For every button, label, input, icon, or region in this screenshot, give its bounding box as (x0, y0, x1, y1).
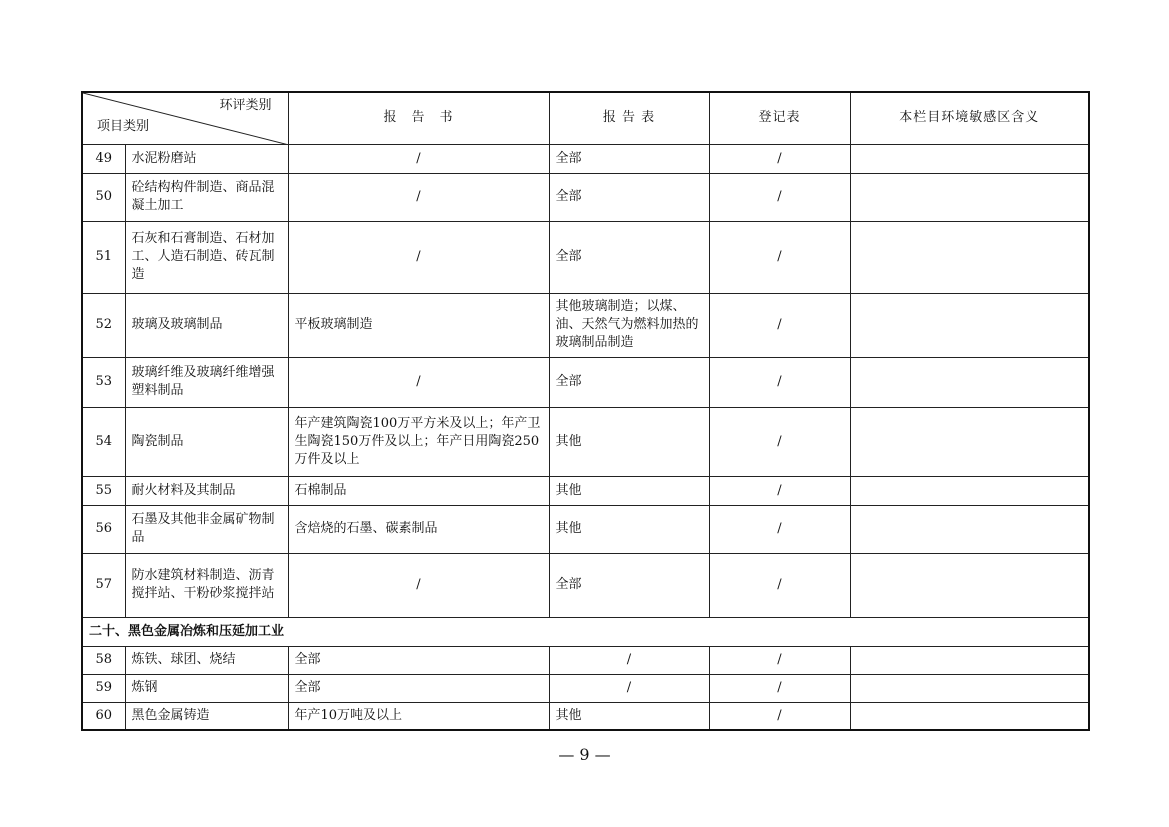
header-report-book: 报 告 书 (288, 92, 549, 144)
project-name: 耐火材料及其制品 (125, 476, 288, 505)
table-row (82, 144, 1089, 173)
report-book-cell: / (288, 357, 549, 407)
table-row (82, 476, 1089, 505)
registration-cell: / (709, 646, 850, 674)
table-row (82, 357, 1089, 407)
report-book-cell: 含焙烧的石墨、碳素制品 (288, 505, 549, 553)
sensitive-area-cell (850, 293, 1089, 357)
diagonal-header-cell (82, 92, 288, 144)
row-number: 52 (82, 293, 125, 357)
report-form-cell: 全部 (549, 357, 709, 407)
project-name: 砼结构构件制造、商品混凝土加工 (125, 173, 288, 221)
eia-classification-table (81, 91, 1090, 731)
report-book-cell: 石棉制品 (288, 476, 549, 505)
report-book-cell: / (288, 173, 549, 221)
sensitive-area-cell (850, 407, 1089, 476)
sensitive-area-cell (850, 702, 1089, 730)
row-number: 53 (82, 357, 125, 407)
table-row (82, 407, 1089, 476)
row-number: 57 (82, 553, 125, 617)
sensitive-area-cell (850, 221, 1089, 293)
registration-cell: / (709, 357, 850, 407)
project-name: 玻璃纤维及玻璃纤维增强塑料制品 (125, 357, 288, 407)
row-number: 58 (82, 646, 125, 674)
report-form-cell: 全部 (549, 173, 709, 221)
sensitive-area-cell (850, 553, 1089, 617)
project-name: 水泥粉磨站 (125, 144, 288, 173)
sensitive-area-cell (850, 357, 1089, 407)
sensitive-area-cell (850, 674, 1089, 702)
report-book-cell: / (288, 553, 549, 617)
project-name: 石墨及其他非金属矿物制品 (125, 505, 288, 553)
section-row (82, 617, 1089, 646)
project-name: 炼钢 (125, 674, 288, 702)
report-book-cell: / (288, 144, 549, 173)
row-number: 50 (82, 173, 125, 221)
registration-cell: / (709, 173, 850, 221)
project-name: 炼铁、球团、烧结 (125, 646, 288, 674)
row-number: 54 (82, 407, 125, 476)
report-form-cell: 其他 (549, 476, 709, 505)
registration-cell: / (709, 221, 850, 293)
table-row (82, 674, 1089, 702)
table-row (82, 505, 1089, 553)
report-book-cell: 平板玻璃制造 (288, 293, 549, 357)
table-row (82, 293, 1089, 357)
registration-cell: / (709, 144, 850, 173)
registration-cell: / (709, 407, 850, 476)
sensitive-area-cell (850, 505, 1089, 553)
report-form-cell: 全部 (549, 144, 709, 173)
report-book-cell: / (288, 221, 549, 293)
row-number: 60 (82, 702, 125, 730)
sensitive-area-cell (850, 476, 1089, 505)
table-row (82, 646, 1089, 674)
header-registration-form: 登记表 (709, 92, 850, 144)
header-sensitive-area: 本栏目环境敏感区含义 (850, 92, 1089, 144)
registration-cell: / (709, 476, 850, 505)
project-name: 玻璃及玻璃制品 (125, 293, 288, 357)
table-row (82, 553, 1089, 617)
project-name: 黑色金属铸造 (125, 702, 288, 730)
report-form-cell: 全部 (549, 553, 709, 617)
report-form-cell: 全部 (549, 221, 709, 293)
table-row (82, 702, 1089, 730)
report-book-cell: 年产10万吨及以上 (288, 702, 549, 730)
report-form-cell: 其他玻璃制造；以煤、油、天然气为燃料加热的玻璃制品制造 (549, 293, 709, 357)
report-form-cell: 其他 (549, 505, 709, 553)
header-project-category: 项目类别 (97, 118, 150, 134)
registration-cell: / (709, 553, 850, 617)
header-row (82, 92, 1089, 144)
project-name: 石灰和石膏制造、石材加工、人造石制造、砖瓦制造 (125, 221, 288, 293)
sensitive-area-cell (850, 646, 1089, 674)
row-number: 56 (82, 505, 125, 553)
table-row (82, 173, 1089, 221)
row-number: 51 (82, 221, 125, 293)
registration-cell: / (709, 293, 850, 357)
project-name: 陶瓷制品 (125, 407, 288, 476)
registration-cell: / (709, 702, 850, 730)
row-number: 49 (82, 144, 125, 173)
report-form-cell: / (549, 646, 709, 674)
registration-cell: / (709, 674, 850, 702)
report-form-cell: / (549, 674, 709, 702)
row-number: 59 (82, 674, 125, 702)
header-report-form: 报 告 表 (549, 92, 709, 144)
project-name: 防水建筑材料制造、沥青搅拌站、干粉砂浆搅拌站 (125, 553, 288, 617)
sensitive-area-cell (850, 173, 1089, 221)
sensitive-area-cell (850, 144, 1089, 173)
table-row (82, 221, 1089, 293)
header-eia-category: 环评类别 (219, 98, 272, 113)
section-heading: 二十、黑色金属冶炼和压延加工业 (82, 617, 1089, 646)
report-book-cell: 年产建筑陶瓷100万平方米及以上；年产卫生陶瓷150万件及以上；年产日用陶瓷250万件及以上 (288, 407, 549, 476)
report-book-cell: 全部 (288, 646, 549, 674)
report-book-cell: 全部 (288, 674, 549, 702)
page-number: — 9 — (558, 745, 611, 764)
row-number: 55 (82, 476, 125, 505)
report-form-cell: 其他 (549, 702, 709, 730)
report-form-cell: 其他 (549, 407, 709, 476)
registration-cell: / (709, 505, 850, 553)
